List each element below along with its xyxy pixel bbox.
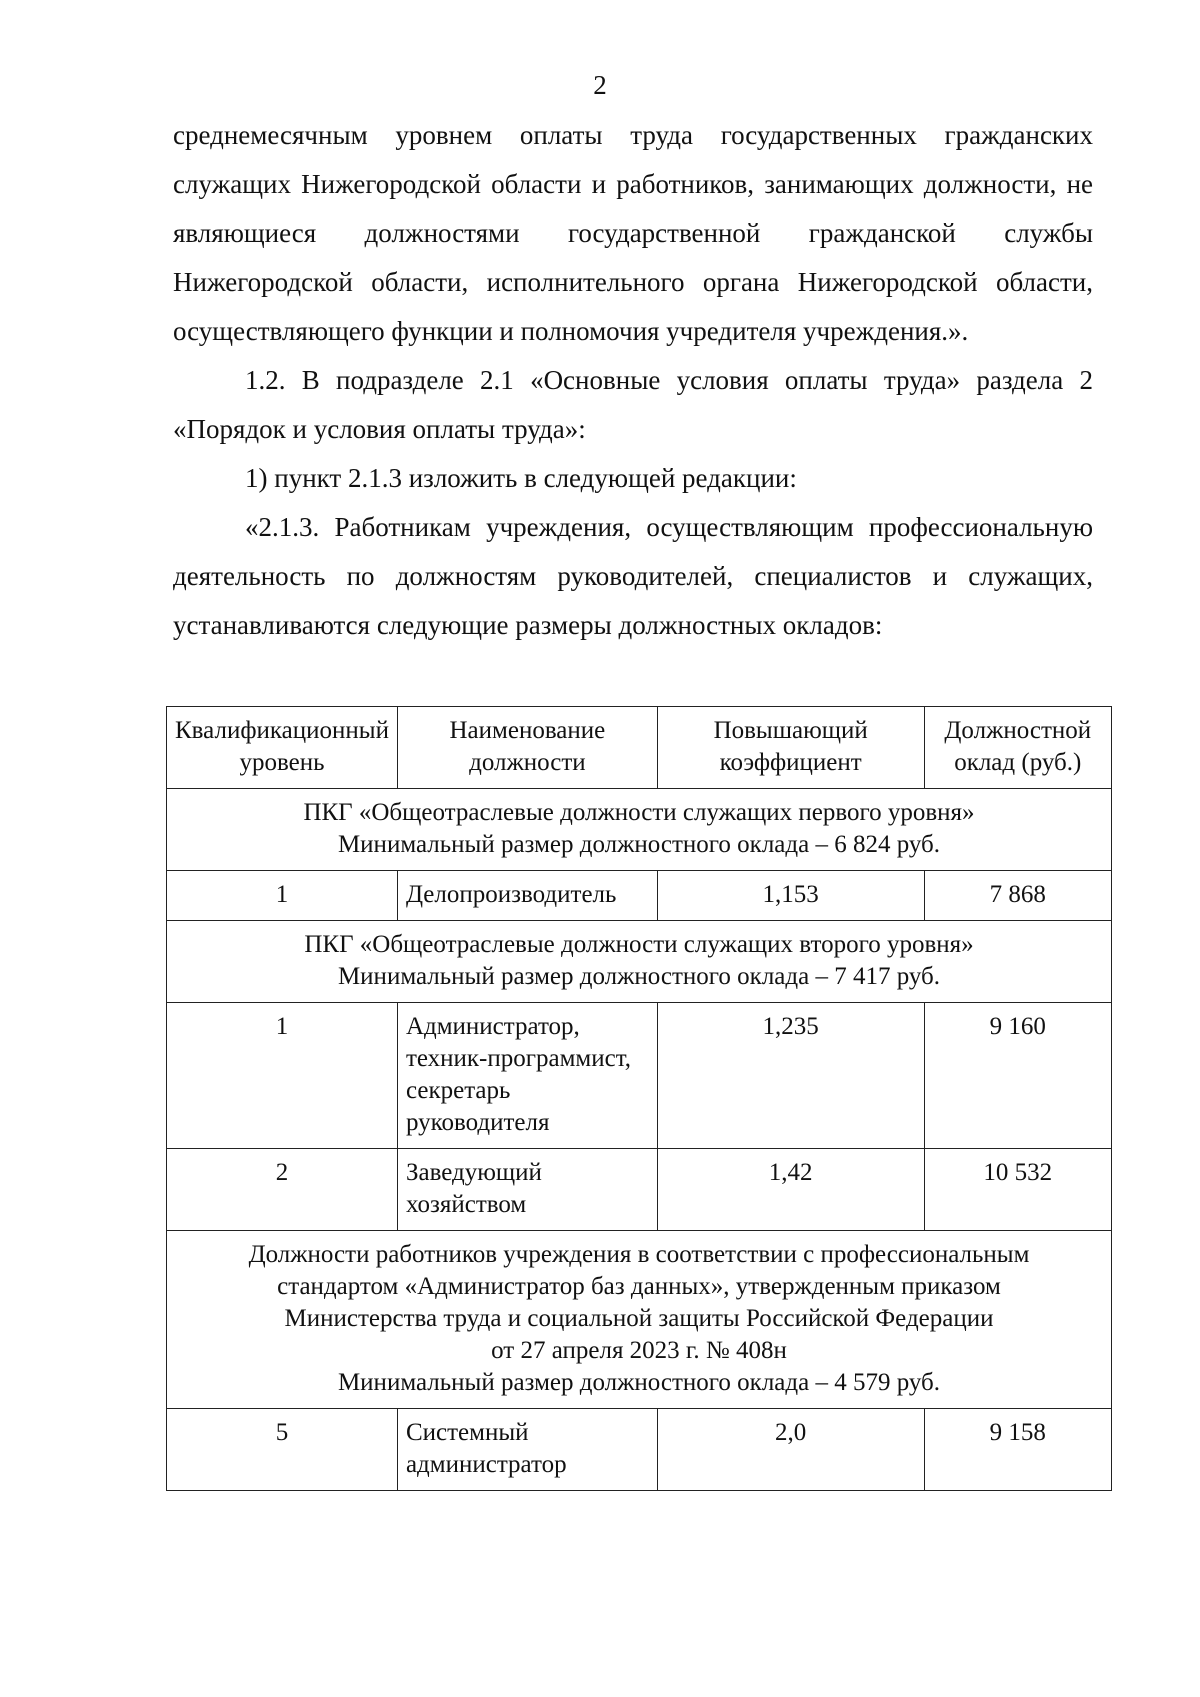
document-body — [173, 111, 1093, 650]
group-min-salary: Минимальный размер должностного оклада – 4 579 руб. — [337, 1369, 941, 1396]
cell-salary: 10 532 — [924, 1149, 1111, 1231]
table-row — [167, 1003, 1112, 1149]
paragraph-2-1-3: «2.1.3. Работникам учреждения, осуществляющим профессиональную деятельность по должностям руководителей, специалистов и служащих, устанавливаются следующие размеры должностных окладов: — [173, 512, 1093, 640]
header-salary: Должностной оклад (руб.) — [924, 707, 1111, 789]
cell-name: Заведующий хозяйством — [397, 1149, 657, 1231]
header-name: Наименование должности — [397, 707, 657, 789]
group-min-salary: Минимальный размер должностного оклада – 7 417 руб. — [337, 963, 941, 990]
table-header-row — [167, 707, 1112, 789]
paragraph-1-2: 1.2. В подразделе 2.1 «Основные условия оплаты труда» раздела 2 «Порядок и условия оплаты труда»: — [173, 365, 1093, 444]
header-level: Квалификационный уровень — [167, 707, 398, 789]
table-row — [167, 871, 1112, 921]
cell-salary: 7 868 — [924, 871, 1111, 921]
cell-level: 1 — [167, 871, 398, 921]
paragraph-continuation: среднемесячным уровнем оплаты труда государственных гражданских служащих Нижегородской области и работников, занимающих должности, не являющиеся должностями государственной гражданской службы Нижегородской области, исполнительного органа Нижегородской области, осуществляющего функции и полномочия учредителя учреждения.». — [173, 120, 1093, 346]
group-description-line: Министерства труда и социальной защиты Российской Федерации — [284, 1305, 994, 1332]
group-min-salary: Минимальный размер должностного оклада – 6 824 руб. — [337, 831, 941, 858]
cell-coefficient: 1,235 — [657, 1003, 924, 1149]
page-number: 2 — [593, 70, 607, 100]
group-row — [167, 921, 1112, 1003]
cell-salary: 9 160 — [924, 1003, 1111, 1149]
paragraph-item-1: 1) пункт 2.1.3 изложить в следующей редакции: — [245, 463, 797, 493]
cell-name: Делопроизводитель — [397, 871, 657, 921]
group-heading — [167, 921, 1112, 1003]
group-description-line: от 27 апреля 2023 г. № 408н — [491, 1337, 787, 1364]
group-row — [167, 789, 1112, 871]
cell-coefficient: 1,153 — [657, 871, 924, 921]
salary-table — [166, 706, 1112, 1491]
cell-coefficient: 2,0 — [657, 1409, 924, 1491]
cell-level: 5 — [167, 1409, 398, 1491]
cell-level: 1 — [167, 1003, 398, 1149]
cell-level: 2 — [167, 1149, 398, 1231]
group-title: ПКГ «Общеотраслевые должности служащих второго уровня» — [304, 931, 974, 958]
group-row — [167, 1231, 1112, 1409]
cell-coefficient: 1,42 — [657, 1149, 924, 1231]
table-row — [167, 1149, 1112, 1231]
header-coefficient: Повышающий коэффициент — [657, 707, 924, 789]
cell-name: Администратор, техник-программист, секретарь руководителя — [397, 1003, 657, 1149]
cell-name: Системный администратор — [397, 1409, 657, 1491]
group-title: ПКГ «Общеотраслевые должности служащих первого уровня» — [303, 799, 975, 826]
group-description-line: Должности работников учреждения в соответствии с профессиональным — [248, 1241, 1030, 1268]
table-row — [167, 1409, 1112, 1491]
group-heading — [167, 789, 1112, 871]
group-description-line: стандартом «Администратор баз данных», утвержденным приказом — [277, 1273, 1001, 1300]
group-heading — [167, 1231, 1112, 1409]
cell-salary: 9 158 — [924, 1409, 1111, 1491]
